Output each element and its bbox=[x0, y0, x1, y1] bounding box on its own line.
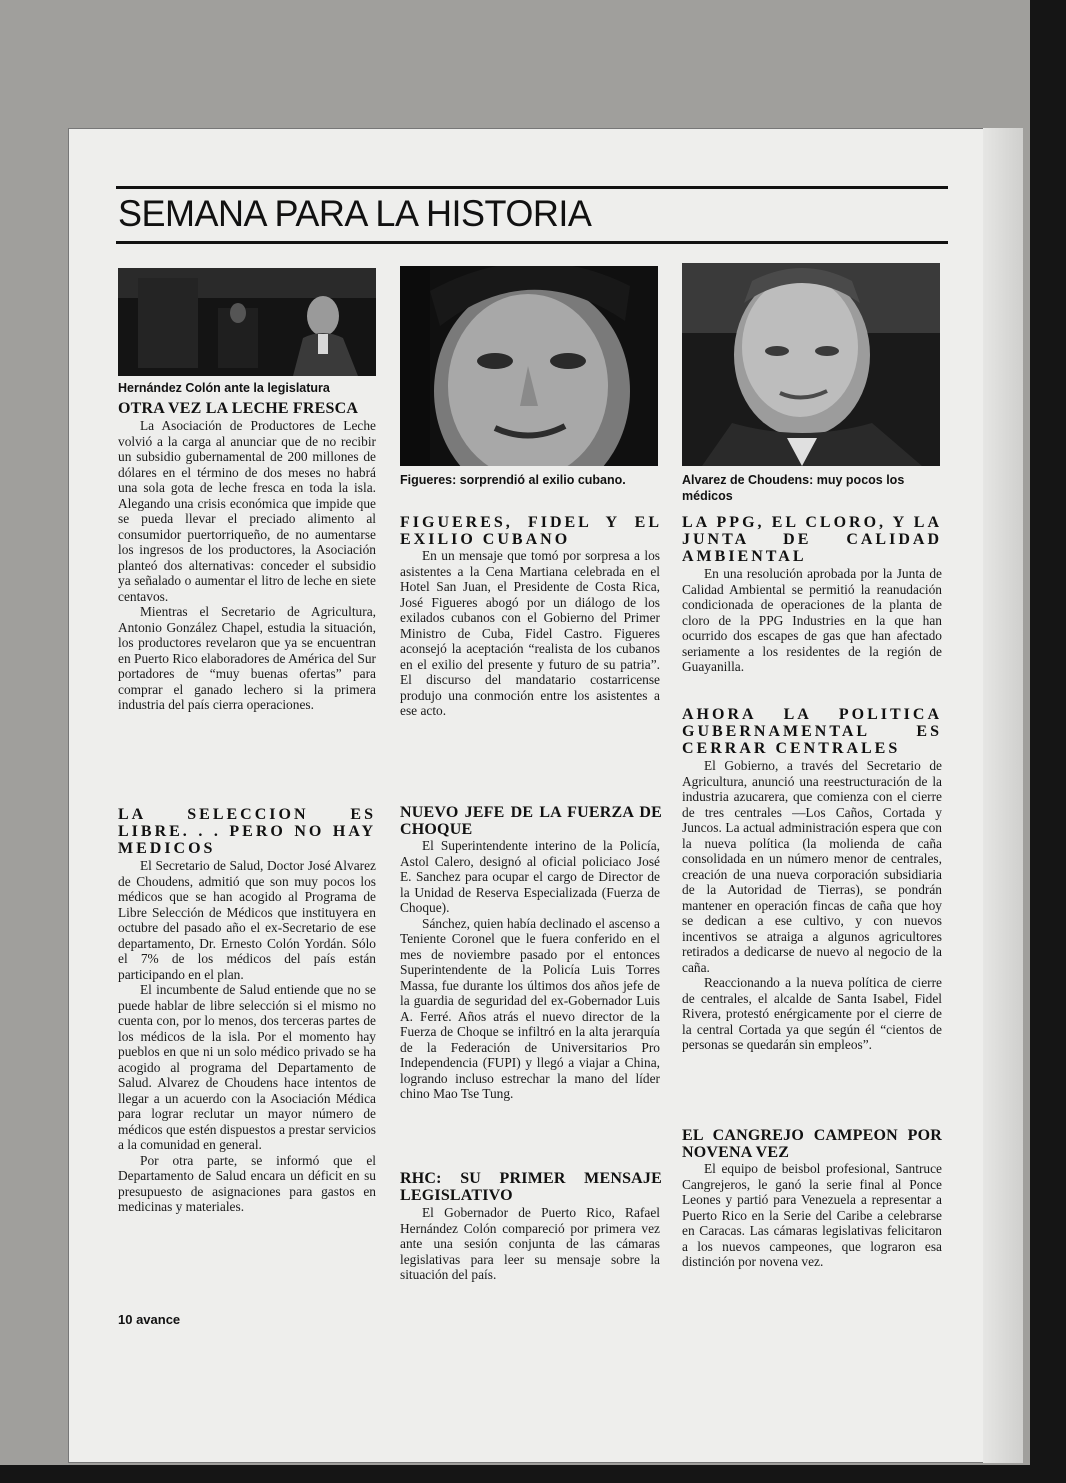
article-body bbox=[118, 418, 376, 713]
article-title: LA SELECCION ES LIBRE. . . PERO NO HAY MEDICOS bbox=[118, 806, 376, 857]
article-body bbox=[682, 758, 942, 1053]
article-body bbox=[400, 838, 660, 1102]
paragraph: El Gobernador de Puerto Rico, Rafael Hernández Colón compareció por primera vez ante una sesión conjunta de las cámaras legislativas para leer su mensaje sobre la situación del país. bbox=[400, 1205, 660, 1282]
photo-figueres bbox=[400, 266, 658, 466]
photo-caption: Figueres: sorprendió al exilio cubano. bbox=[400, 473, 626, 487]
article-body bbox=[400, 548, 660, 719]
article-title: NUEVO JEFE DE LA FUERZA DE CHOQUE bbox=[400, 804, 662, 838]
article-title: LA PPG, EL CLORO, Y LA JUNTA DE CALIDAD AMBIENTAL bbox=[682, 514, 942, 565]
paragraph: En un mensaje que tomó por sorpresa a los asistentes a la Cena Martiana celebrada en el Hotel San Juan, el Presidente de Costa Rica, José Figueres abogó por un diálogo de los exilados cubanos con el Gobierno del Primer Ministro de Cuba, Fidel Castro. Figueres aconsejó la aceptación “realista de los cubanos en el exilio del presente y futuro de su patria”. El discurso del mandatario costarricense produjo una conmoción entre los asistentes a ese acto. bbox=[400, 548, 660, 718]
header-rule-bottom bbox=[116, 241, 948, 244]
page-fold-shadow bbox=[983, 128, 1023, 1463]
article-title: AHORA LA POLITICA GUBERNAMENTAL ES CERRAR CENTRALES bbox=[682, 706, 942, 757]
photo-caption: Hernández Colón ante la legislatura bbox=[118, 381, 330, 395]
article-title: EL CANGREJO CAMPEON POR NOVENA VEZ bbox=[682, 1127, 942, 1161]
paragraph: Por otra parte, se informó que el Departamento de Salud encara un déficit en su presupuesto de asignaciones para gastos en medicinas y materiales. bbox=[118, 1152, 376, 1214]
paragraph: El Gobierno, a través del Secretario de Agricultura, anunció una reestructuración de la industria azucarera, que comienza con el cierre de tres centrales —Los Caños, Cortada y Juncos. La actual administración espera que con la nueva política (la molienda de caña consolidada en un número menor de centrales, creación de una nueva corporación subsidiaria de la Autoridad de Tierras), se pondrán mantener en operación fincas de caña que hoy se dedican a ese cultivo, y con nuevos incentivos se atraiga a algunos agricultores retirados a dedicarse de nuevo al negocio de la caña. bbox=[682, 758, 942, 975]
article-title: RHC: SU PRIMER MENSAJE LEGISLATIVO bbox=[400, 1170, 662, 1204]
article-body bbox=[682, 566, 942, 675]
article-body bbox=[682, 1161, 942, 1270]
article-body bbox=[118, 858, 376, 1215]
paragraph: El equipo de beisbol profesional, Santruce Cangrejeros, le ganó la serie final al Ponce Leones y partió para Venezuela a representar a Puerto Rico en la Serie del Caribe a celebrarse en Caracas. Las cámaras legislativas felicitaron a los nuevos campeones, que lograron esa distinción por novena vez. bbox=[682, 1161, 942, 1269]
section-headline: SEMANA PARA LA HISTORIA bbox=[118, 192, 592, 235]
photo-caption: Alvarez de Choudens: muy pocos los médicos bbox=[682, 473, 905, 503]
paragraph: Sánchez, quien había declinado el ascenso a Teniente Coronel que le fuera conferido en el mes de noviembre pasado por el entonces Superintendente de la Policía Luis Torres Massa, fue durante los últimos dos años jefe de la guardia de seguridad del ex-Gobernador Luis A. Ferré. Años atrás el nuevo director de la Fuerza de Choque se infiltró en la alta jerarquía de la Federación de Universitarios Pro Independencia (FUPI) y llegó a viajar a China, logrando incluso estrechar la mano del líder chino Mao Tse Tung. bbox=[400, 915, 660, 1101]
scan-edge-bottom bbox=[0, 1465, 1066, 1483]
photo-legislatura bbox=[118, 268, 376, 376]
paragraph: Reaccionando a la nueva política de cierre de centrales, el alcalde de Santa Isabel, Fidel Rivera, protestó enérgicamente por el cierre de la central Cortada ya que según él “cientos de personas se quedarán sin empleos”. bbox=[682, 975, 942, 1052]
paragraph: En una resolución aprobada por la Junta de Calidad Ambiental se permitió la reanudación condicionada de operaciones de la planta de cloro de la PPG Industries en la que han ocurrido dos escapes de gas que han afectado seriamente a los residentes de la región de Guayanilla. bbox=[682, 566, 942, 674]
photo-alvarez bbox=[682, 263, 940, 466]
article-title: OTRA VEZ LA LECHE FRESCA bbox=[118, 400, 359, 417]
header-rule-top bbox=[116, 186, 948, 189]
article-title: FIGUERES, FIDEL Y EL EXILIO CUBANO bbox=[400, 514, 662, 548]
scan-edge-right bbox=[1030, 0, 1066, 1483]
page-number: 10 avance bbox=[118, 1312, 181, 1327]
paragraph: La Asociación de Productores de Leche volvió a la carga al anunciar que de no recibir un subsidio gubernamental de 200 millones de dólares en el término de dos meses no habrá una sola gota de leche fresca en toda la isla. Alegando una crisis económica que impide que se pueda llevar el preciado alimento al consumidor puertorriqueño, de no aumentarse los ingresos de los productores, la Asociación planteó dos alternativas: conceder el subsidio ya señalado o aumentar el litro de leche en siete centavos. bbox=[118, 418, 376, 604]
paragraph: El Superintendente interino de la Policía, Astol Calero, designó al oficial policiaco José E. Sanchez para ocupar el cargo de Director de la Unidad de Reserva Especializada (Fuerza de Choque). bbox=[400, 838, 660, 915]
paragraph: El Secretario de Salud, Doctor José Alvarez de Choudens, admitió que son muy pocos los médicos que se han acogido al Programa de Libre Selección de Médicos que instituyera en octubre del pasado año el ex-Secretario de ese departamento, Dr. Ernesto Colón Yordán. Sólo el 7% de los médicos del país están participando en el plan. bbox=[118, 858, 376, 982]
paragraph: Mientras el Secretario de Agricultura, Antonio González Chapel, estudia la situación, los productores revelaron que ya se encuentran en Puerto Rico elaboradores de América del Sur portadores de “muy buenas ofertas” para comprar el ganado lechero si la primera industria del país cierra operaciones. bbox=[118, 604, 376, 712]
paragraph: El incumbente de Salud entiende que no se puede hablar de libre selección si el mismo no cuenta con, por lo menos, dos terceras partes de los médicos de la isla. Por el momento hay pueblos en que ni un solo médico privado se ha acogido al programa del Departamento de Salud. Alvarez de Choudens hace intentos de llegar a un acuerdo con la Asociación Médica para lograr reclutar un mayor número de médicos que estén dispuestos a prestar servicios a la comunidad en general. bbox=[118, 982, 376, 1152]
article-body bbox=[400, 1205, 660, 1283]
